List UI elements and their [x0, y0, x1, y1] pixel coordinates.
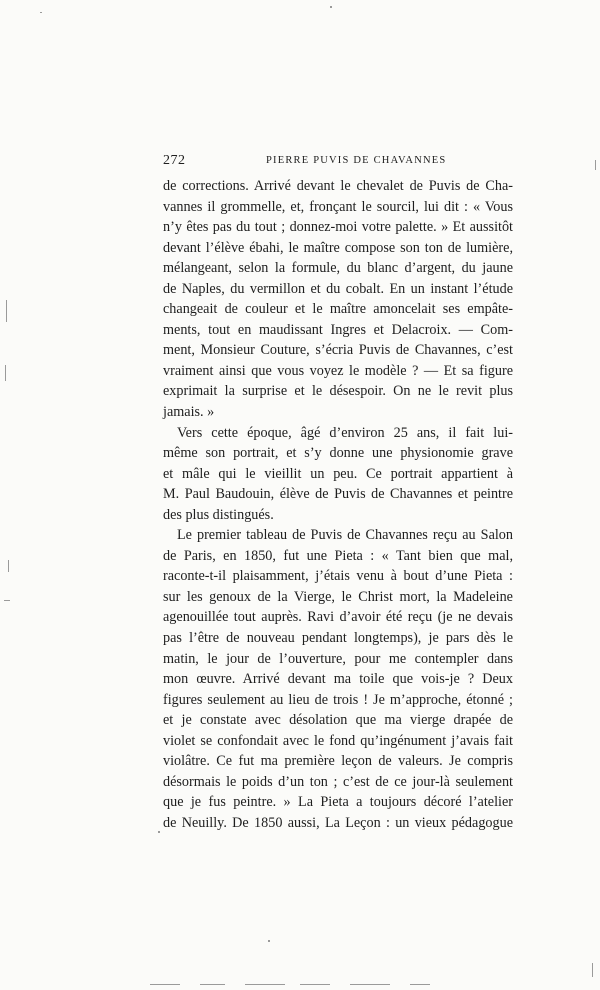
text-line: désormais le poids d’un ton ; c’est de ce jour-là seulement	[163, 773, 513, 790]
text-line: devant l’élève ébahi, le maître compose son ton de lumière,	[163, 239, 513, 256]
text-line: et mâle qui le vieillit un peu. Ce portrait appartient à	[163, 465, 513, 482]
text-line: vannes il grommelle, et, fronçant le sourcil, lui dit : « Vous	[163, 198, 513, 215]
text-line: mélangeant, selon la formule, du blanc d’argent, du jaune	[163, 260, 513, 277]
text-line: changeait de couleur et le maître amoncelait ses empâte-	[163, 301, 513, 318]
text-line: Vers cette époque, âgé d’environ 25 ans, il fait lui-	[177, 424, 513, 441]
text-line: que je fus peintre. » La Pieta a toujours décoré l’atelier	[163, 794, 513, 811]
text-line: n’y êtes pas du tout ; donnez-moi votre palette. » Et aussitôt	[163, 219, 513, 236]
text-line: de Paris, en 1850, fut une Pieta : « Tant bien que mal,	[163, 547, 513, 564]
text-line: matin, le jour de l’ouverture, pour me contempler dans	[163, 650, 513, 667]
text-line: des plus distingués.	[163, 506, 274, 523]
text-line: même son portrait, et s’y donne une physionomie grave	[163, 445, 513, 462]
text-line: et je constate avec désolation que ma vierge drapée de	[163, 712, 513, 729]
text-line: ments, tout en maudissant Ingres et Delacroix. — Com-	[163, 321, 513, 338]
text-line: mon œuvre. Arrivé devant ma toile que vois-je ? Deux	[163, 671, 513, 688]
text-line: ment, Monsieur Couture, s’écria Puvis de Chavannes, c’est	[163, 342, 513, 359]
text-line: figures seulement au lieu de trois ! Je m’approche, étonné ;	[163, 691, 513, 708]
text-line: pas l’être de nouveau pendant longtemps), je pars dès le	[163, 630, 513, 647]
text-line: de Neuilly. De 1850 aussi, La Leçon : un vieux pédagogue	[163, 814, 513, 831]
text-line: violâtre. Ce fut ma première leçon de valeurs. Je compris	[163, 753, 513, 770]
text-line: M. Paul Baudouin, élève de Puvis de Chavannes et peintre	[163, 486, 513, 503]
body-text	[163, 176, 513, 834]
text-line: de Naples, du vermillon et du cobalt. En un instant l’étude	[163, 280, 513, 297]
running-head: PIERRE PUVIS DE CHAVANNES	[266, 155, 447, 166]
text-line: exprimait la surprise et le désespoir. On ne le revit plus	[163, 383, 513, 400]
text-line: Le premier tableau de Puvis de Chavannes reçu au Salon	[177, 527, 513, 544]
page-number: 272	[163, 153, 186, 168]
text-line: de corrections. Arrivé devant le chevalet de Puvis de Cha-	[163, 178, 513, 194]
text-line: agenouillée tout auprès. Ravi d’avoir été reçu (je ne devais	[163, 609, 513, 626]
text-line: raconte-t-il plaisamment, j’étais venu à bout d’une Pieta :	[163, 568, 513, 585]
text-line: sur les genoux de la Vierge, le Christ mort, la Madeleine	[163, 588, 513, 605]
page-header	[163, 153, 513, 173]
text-line: violet se confondait avec le fond qu’ingénument j’avais fait	[163, 732, 513, 749]
text-line: vraiment ainsi que vous voyez le modèle ? — Et sa figure	[163, 362, 513, 379]
text-line: jamais. »	[163, 404, 215, 421]
